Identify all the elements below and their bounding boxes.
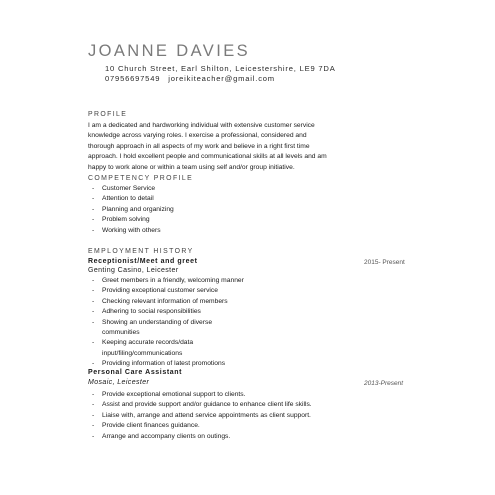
list-item: - Provide client finances guidance.	[92, 422, 200, 430]
job-duties-list	[92, 276, 244, 370]
employment-heading: EMPLOYMENT HISTORY	[88, 248, 194, 255]
profile-line: happy to work alone or within a team using self and/or group initiative.	[88, 163, 295, 171]
list-item: - Providing exceptional customer service	[92, 287, 218, 295]
list-item: - Problem solving	[92, 216, 150, 224]
list-item: - Liaise with, arrange and attend service appointments as client support.	[92, 411, 311, 419]
profile-line: thorough approach in all aspects of my work and believe in a right first time	[88, 142, 310, 150]
profile-line: approach. I hold excellent people and communicational skills at all levels and am	[88, 153, 327, 161]
job-duties-list	[92, 390, 312, 442]
list-item: - Attention to detail	[92, 195, 154, 203]
list-item: - Greet members in a friendly, welcoming manner	[92, 277, 244, 284]
list-item: - Working with others	[92, 226, 161, 234]
competency-list	[92, 184, 174, 236]
list-item: - Customer Service	[92, 185, 156, 192]
job-title: Personal Care Assistant	[88, 369, 183, 376]
list-item: - Provide exceptional emotional support to clients.	[92, 391, 246, 398]
profile-line: I am a dedicated and hardworking individual with extensive customer service	[88, 122, 315, 129]
job-organisation: Genting Casino, Leicester	[88, 267, 179, 274]
list-item: - Planning and organizing	[92, 205, 174, 213]
contact-line	[105, 74, 275, 83]
phone-number: 07956697549	[105, 74, 161, 83]
list-item: - Adhering to social responsibilities	[92, 308, 201, 316]
profile-line: knowledge across varying roles. I exercise a professional, considered and	[88, 132, 307, 140]
job-date: 2013-Present	[364, 380, 404, 387]
competency-heading: COMPETENCY PROFILE	[88, 175, 194, 182]
job-organisation: Mosaic, Leicester	[88, 379, 150, 386]
profile-heading: PROFILE	[88, 111, 128, 118]
list-item: - Assist and provide support and/or guidance to enhance client life skills.	[92, 401, 312, 409]
email-address: joreikiteacher@gmail.com	[168, 74, 275, 83]
list-item: - Keeping accurate records/data input/filing/communications	[92, 339, 194, 357]
list-item: - Showing an understanding of diverse communities	[92, 318, 213, 337]
list-item: - Arrange and accompany clients on outings.	[92, 432, 231, 440]
candidate-name: JOANNE DAVIES	[88, 42, 251, 60]
address: 10 Church Street, Earl Shilton, Leicestershire, LE9 7DA	[105, 64, 336, 73]
job-title: Receptionist/Meet and greet	[88, 258, 198, 265]
profile-paragraph	[88, 121, 368, 173]
list-item: - Checking relevant information of members	[92, 297, 228, 305]
list-item: - Providing information of latest promotions	[92, 360, 226, 368]
job-date: 2015- Present	[364, 259, 405, 266]
